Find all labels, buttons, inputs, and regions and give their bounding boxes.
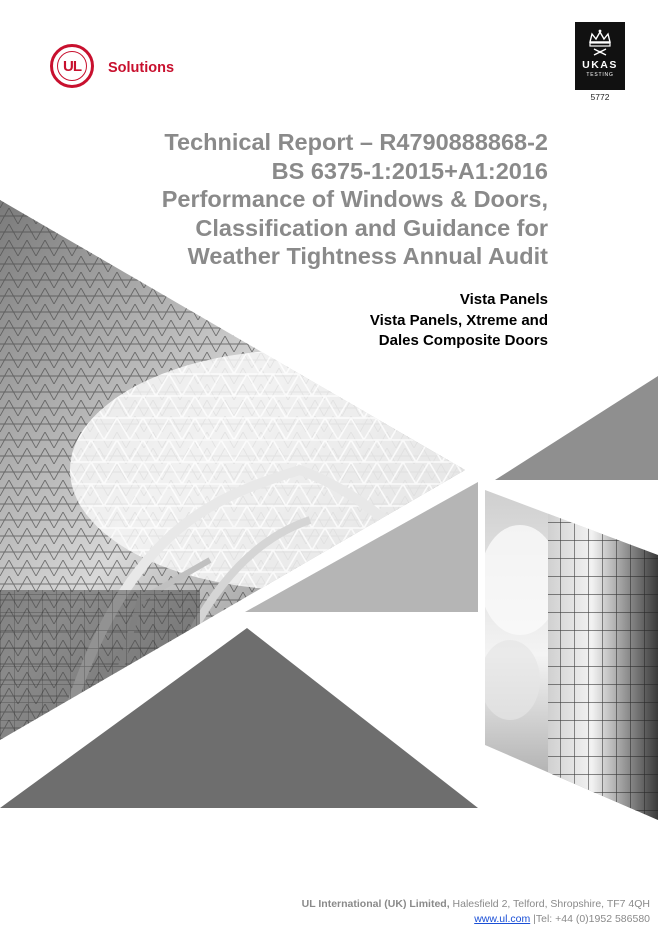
- ukas-word: UKAS: [582, 59, 618, 71]
- building-photo: [480, 490, 658, 820]
- footer-phone: |Tel: +44 (0)1952 586580: [530, 912, 650, 925]
- subtitle-line-1: Vista Panels: [459, 291, 548, 308]
- ul-logo-mark: [50, 44, 94, 88]
- ul-solutions-logo: [50, 44, 188, 96]
- title-line-1: Technical Report – R4790888868-2: [164, 129, 548, 155]
- footer: [302, 897, 650, 926]
- ul-logo-text: Solutions: [108, 60, 175, 76]
- title-line-5: Weather Tightness Annual Audit: [187, 243, 548, 269]
- footer-website-link[interactable]: www.ul.com: [474, 912, 531, 925]
- crown-icon: [585, 28, 615, 56]
- title-line-3: Performance of Windows & Doors,: [161, 186, 548, 212]
- footer-address: Halesfield 2, Telford, Shropshire, TF7 4QH: [449, 898, 650, 910]
- subtitle-line-2: Vista Panels, Xtreme and: [369, 311, 548, 329]
- title-line-2: BS 6375-1:2015+A1:2016: [271, 157, 548, 184]
- ukas-number: 5772: [590, 92, 610, 102]
- ukas-testing-label: TESTING: [586, 72, 614, 78]
- report-subtitle: [128, 290, 548, 352]
- ukas-accreditation-mark: [575, 22, 625, 102]
- title-line-4: Classification and Guidance for: [195, 214, 548, 241]
- subtitle-line-3: Dales Composite Doors: [378, 332, 548, 349]
- footer-company: UL International (UK) Limited,: [301, 898, 450, 910]
- report-title: [68, 128, 548, 271]
- footer-contact-line: [302, 912, 650, 927]
- ukas-badge: [575, 22, 625, 90]
- ul-logo-letters: UL: [57, 51, 87, 81]
- footer-address-line: [302, 897, 650, 912]
- gray-triangle-upper-right: [495, 376, 658, 480]
